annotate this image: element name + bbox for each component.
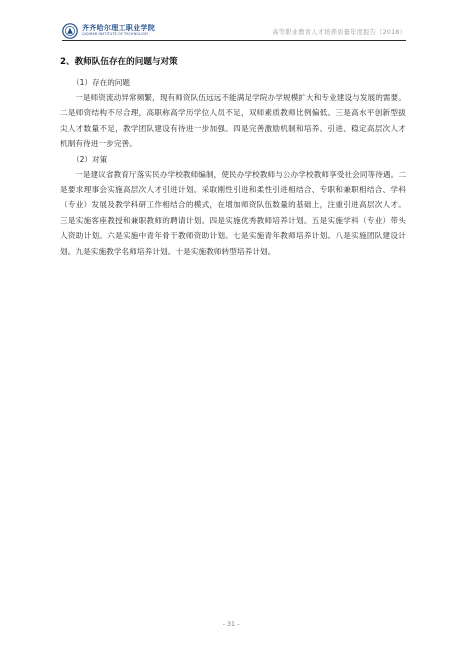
- problems-heading: （1）存在的问题: [72, 78, 130, 87]
- report-title: 高等职业教育人才培养质量年度报告（2018）: [272, 29, 406, 36]
- school-logo-icon: [62, 23, 78, 39]
- page-number: - 31 -: [222, 620, 240, 628]
- school-name-en: QIQIHAR INSTITUTE OF TECHNOLOGY: [82, 32, 149, 36]
- page-content: [60, 56, 406, 259]
- section-title: 2、教师队伍存在的问题与对策: [60, 57, 178, 67]
- school-name-block: [82, 24, 155, 37]
- measures-paragraph: 一是建议省教育厅落实民办学校教师编制，使民办学校教师与公办学校教师享受社会同等待遇。二是要求理事会实施高层次人才引进计划。采取刚性引进和柔性引进相结合、专职和兼职相结合、学科（专业）发展及教学科研工作相结合的模式，在增加师资队伍数量的基础上，注重引进高层次人才。三是实施客座教授和兼职教师的聘请计划。四是实施优秀教师培养计划。五是实施学科（专业）带头人资助计划。六是实施中青年骨干教师资助计划。七是实施青年教师培养计划。八是实施团队建设计划。九是实施教学名师培养计划。十是实施教师转型培养计划。: [60, 169, 407, 256]
- problems-paragraph: 一是师资流动异常频繁，现有师资队伍远远不能满足学院办学规模扩大和专业建设与发展的需要。二是师资结构不尽合理，高职称高学历学位人员不足，双师素质教师比例偏低。三是高水平创新型拔尖人才数量不足，教学团队建设有待进一步加强。四是完善激励机制和培养、引进、稳定高层次人才机制有待进一步完善。: [60, 93, 407, 149]
- measures-heading: （2）对策: [72, 154, 108, 164]
- header-divider: [62, 40, 406, 41]
- page-header: [62, 22, 406, 48]
- school-name: 齐齐哈尔理工职业学院: [82, 24, 155, 32]
